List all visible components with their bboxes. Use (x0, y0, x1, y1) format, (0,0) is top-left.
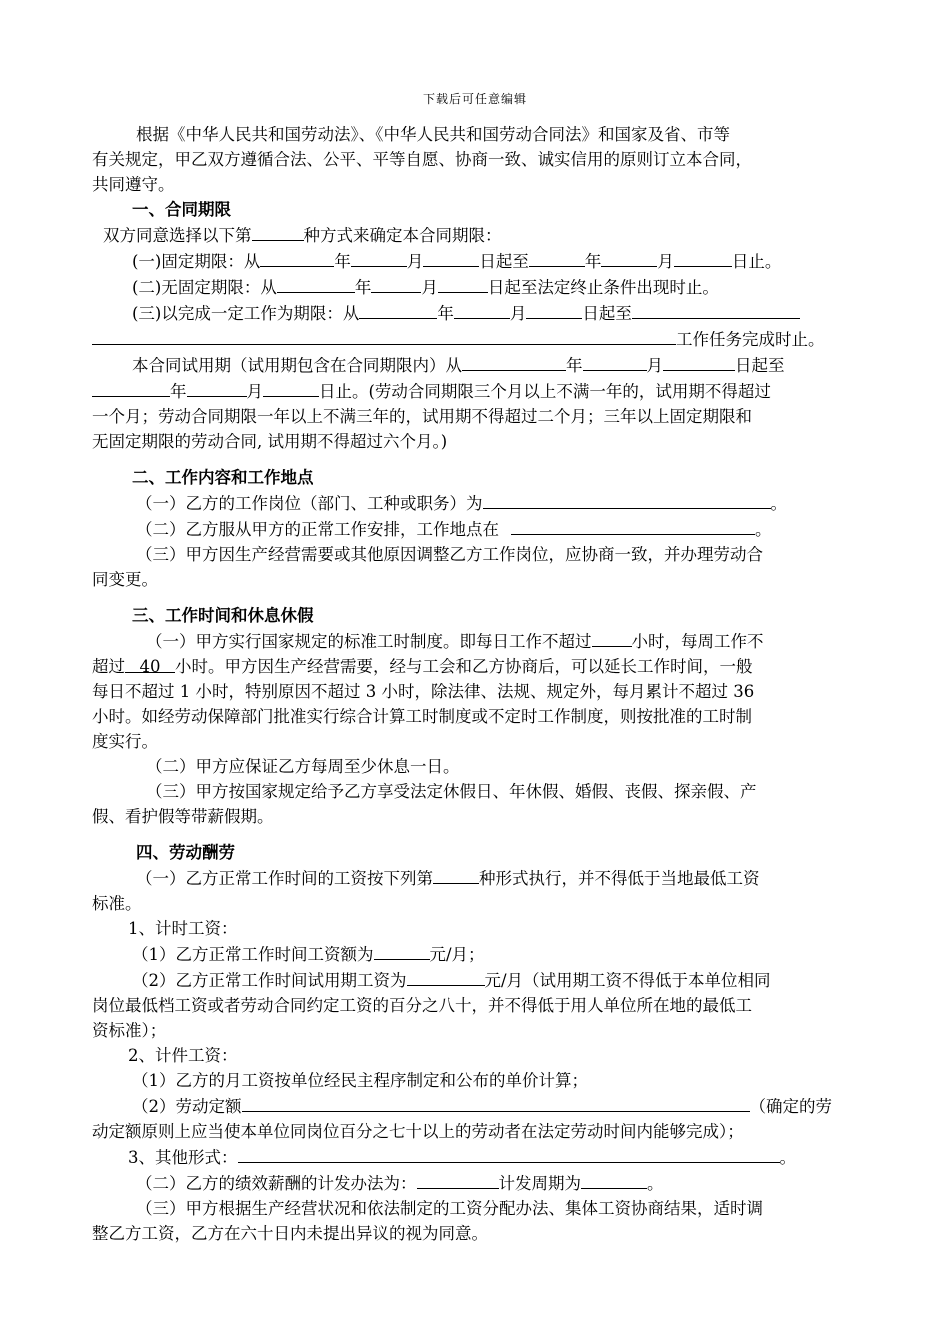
pay-form-line-2: 标准。 (92, 894, 142, 913)
hours-line-5: 度实行。 (92, 732, 158, 751)
period-label: 。 (779, 1148, 796, 1167)
page-header: 下载后可任意编辑 (422, 92, 527, 106)
open-month-blank[interactable] (371, 274, 421, 293)
hours-prefix: 超过 (92, 657, 125, 676)
term-choice-label: 双方同意选择以下第 (103, 226, 252, 245)
fixed-term-line (92, 248, 862, 274)
quota-line (92, 1093, 862, 1119)
workplace-label: （二）乙方服从甲方的正常工作安排，工作地点在 (136, 520, 499, 539)
normal-wage-label: （1）乙方正常工作时间工资额为 (132, 945, 374, 964)
term-choice-label-2: 种方式来确定本合同期限： (303, 226, 502, 245)
month-label: 月 (421, 278, 438, 297)
from-label: 日起至 (582, 304, 632, 323)
normal-wage-blank[interactable] (374, 941, 430, 960)
intro-line-2: 有关规定，甲乙双方遵循合法、公平、平等自愿、协商一致、诚实信用的原则订立本合同， (92, 150, 752, 169)
piece-wage-title: 2、计件工资： (128, 1046, 238, 1065)
open-year-blank[interactable] (277, 274, 355, 293)
open-end-label: 日起至法定终止条件出现时止。 (487, 278, 719, 297)
fixed-start-year-blank[interactable] (260, 248, 334, 267)
daily-hours-blank[interactable] (592, 628, 632, 647)
intro-line-3: 共同遵守。 (92, 175, 175, 194)
hours-line-3: 每日不超过 1 小时，特别原因不超过 3 小时，除法律、法规、规定外，每月累计不超过 36 (92, 682, 755, 701)
time-wage-title: 1、计时工资： (128, 919, 238, 938)
trial-wage-line-3: 资标准）； (92, 1021, 167, 1040)
year-label: 年 (566, 356, 583, 375)
task-term-label: (三)以完成一定工作为期限：从 (132, 304, 360, 323)
month-label: 月 (646, 356, 663, 375)
section-1-title: 一、合同期限 (132, 200, 231, 219)
period-label: 。 (770, 494, 787, 513)
year-label: 年 (170, 382, 187, 401)
performance-pay-label: （二）乙方的绩效薪酬的计发办法为： (136, 1174, 417, 1193)
trial-note-label: 日止。(劳动合同期限三个月以上不满一年的，试用期不得超过 (319, 382, 771, 401)
task-year-blank[interactable] (359, 300, 437, 319)
trial-wage-label: （2）乙方正常工作时间试用期工资为 (132, 971, 407, 990)
term-choice-blank[interactable] (252, 222, 304, 241)
normal-wage-line (92, 941, 862, 967)
performance-method-blank[interactable] (417, 1170, 499, 1189)
month-label: 月 (246, 382, 263, 401)
holiday-line-1: （三）甲方按国家规定给予乙方享受法定休假日、年休假、婚假、丧假、探亲假、产 (146, 782, 757, 801)
trial-line-3: 一个月；劳动合同期限一年以上不满三年的，试用期不得超过二个月；三年以上固定期限和 (92, 407, 752, 426)
hours-label-3: 小时。甲方因生产经营需要，经与工会和乙方协商后，可以延长工作时间，一般 (175, 657, 753, 676)
fixed-start-month-blank[interactable] (351, 248, 407, 267)
month-label: 月 (406, 252, 424, 271)
hours-line-1 (92, 628, 862, 654)
trial-end-month-blank[interactable] (187, 378, 247, 397)
intro-line-1: 根据《中华人民共和国劳动法》、《中华人民共和国劳动合同法》和国家及省、市等 (136, 125, 730, 144)
fixed-end-year-blank[interactable] (529, 248, 585, 267)
wage-adjust-line-2: 整乙方工资，乙方在六十日内未提出异议的视为同意。 (92, 1224, 488, 1243)
performance-pay-line (92, 1170, 862, 1196)
quota-note: （确定的劳 (749, 1097, 832, 1116)
year-label: 年 (584, 252, 602, 271)
pay-form-label: （一）乙方正常工作时间的工资按下列第 (136, 869, 433, 888)
fixed-end-month-blank[interactable] (601, 248, 657, 267)
pay-cycle-label: 计发周期为 (498, 1174, 581, 1193)
pay-form-line (92, 865, 862, 891)
section-3-title: 三、工作时间和休息休假 (132, 606, 314, 625)
adjust-line-1: （三）甲方因生产经营需要或其他原因调整乙方工作岗位，应协商一致，并办理劳动合 (136, 545, 763, 564)
trial-wage-blank[interactable] (407, 967, 485, 986)
hours-label: （一）甲方实行国家规定的标准工时制度。即每日工作不超过 (146, 632, 592, 651)
fixed-term-label: (一)固定期限：从 (132, 252, 261, 271)
position-label: （一）乙方的工作岗位（部门、工种或职务）为 (136, 494, 483, 513)
other-form-label: 3、其他形式： (128, 1148, 238, 1167)
open-term-label: (二)无固定期限：从 (132, 278, 277, 297)
quota-label: （2）劳动定额 (132, 1097, 242, 1116)
trial-start-year-blank[interactable] (462, 352, 566, 371)
month-label: 月 (657, 252, 674, 271)
task-month-blank[interactable] (454, 300, 510, 319)
workplace-line (92, 516, 862, 542)
fixed-start-day-blank[interactable] (423, 248, 479, 267)
open-day-blank[interactable] (438, 274, 488, 293)
fixed-end-day-blank[interactable] (674, 248, 732, 267)
task-day-blank[interactable] (526, 300, 582, 319)
hours-line-2 (92, 654, 862, 679)
year-label: 年 (437, 304, 454, 323)
term-choice-line (92, 222, 862, 248)
from-label: 日起至 (479, 252, 529, 271)
year-label: 年 (354, 278, 372, 297)
trial-line-1 (92, 352, 862, 378)
quota-blank[interactable] (242, 1093, 750, 1112)
year-label: 年 (334, 252, 351, 271)
hours-line-4: 小时。如经劳动保障部门批准实行综合计算工时制度或不定时工作制度，则按批准的工时制 (92, 707, 752, 726)
trial-wage-note: 元/月（试用期工资不得低于本单位相同 (484, 971, 771, 990)
pay-form-label-2: 种形式执行，并不得低于当地最低工资 (479, 869, 760, 888)
other-form-blank[interactable] (238, 1144, 780, 1163)
from-label: 日起至 (735, 356, 785, 375)
holiday-line-2: 假、看护假等带薪假期。 (92, 807, 274, 826)
workplace-blank[interactable] (511, 516, 755, 535)
task-term-line-2 (92, 326, 862, 352)
end-label: 日止。 (731, 252, 782, 271)
weekly-hours-value[interactable]: 40 (125, 654, 175, 673)
trial-wage-line-2: 岗位最低档工资或者劳动合同约定工资的百分之八十，并不得低于用人单位所在地的最低工 (92, 996, 752, 1015)
trial-end-day-blank[interactable] (263, 378, 319, 397)
trial-start-month-blank[interactable] (583, 352, 647, 371)
open-term-line (92, 274, 862, 300)
task-end-label: 工作任务完成时止。 (676, 330, 825, 349)
pay-cycle-blank[interactable] (581, 1170, 647, 1189)
trial-wage-line (92, 967, 862, 993)
contract-body (92, 122, 862, 1246)
task-term-line (92, 300, 862, 326)
period-label: 。 (755, 520, 772, 539)
quota-line-2: 动定额原则上应当使本单位同岗位百分之七十以上的劳动者在法定劳动时间内能够完成）； (92, 1122, 744, 1141)
section-4-title: 四、劳动酬劳 (136, 843, 235, 862)
wage-adjust-line-1: （三）甲方根据生产经营状况和依法制定的工资分配办法、集体工资协商结果，适时调 (136, 1199, 763, 1218)
rest-day-line: （二）甲方应保证乙方每周至少休息一日。 (146, 757, 460, 776)
task-end-blank-1[interactable] (632, 300, 800, 319)
trial-label: 本合同试用期（试用期包含在合同期限内）从 (132, 356, 462, 375)
section-2-title: 二、工作内容和工作地点 (132, 468, 314, 487)
period-label: 。 (647, 1174, 664, 1193)
position-blank[interactable] (483, 490, 771, 509)
month-label: 月 (509, 304, 527, 323)
trial-line-4: 无固定期限的劳动合同, 试用期不得超过六个月。) (92, 432, 448, 451)
hours-label-2: 小时，每周工作不 (631, 632, 764, 651)
piece-wage-line-1: （1）乙方的月工资按单位经民主程序制定和公布的单价计算； (132, 1071, 588, 1090)
position-line (92, 490, 862, 516)
other-form-line (92, 1144, 862, 1170)
trial-line-2 (92, 378, 862, 404)
task-description-blank[interactable] (92, 326, 676, 345)
unit-label: 元/月； (429, 945, 485, 964)
trial-start-day-blank[interactable] (663, 352, 735, 371)
trial-end-year-blank[interactable] (92, 378, 170, 397)
pay-form-blank[interactable] (433, 865, 479, 884)
adjust-line-2: 同变更。 (92, 570, 158, 589)
